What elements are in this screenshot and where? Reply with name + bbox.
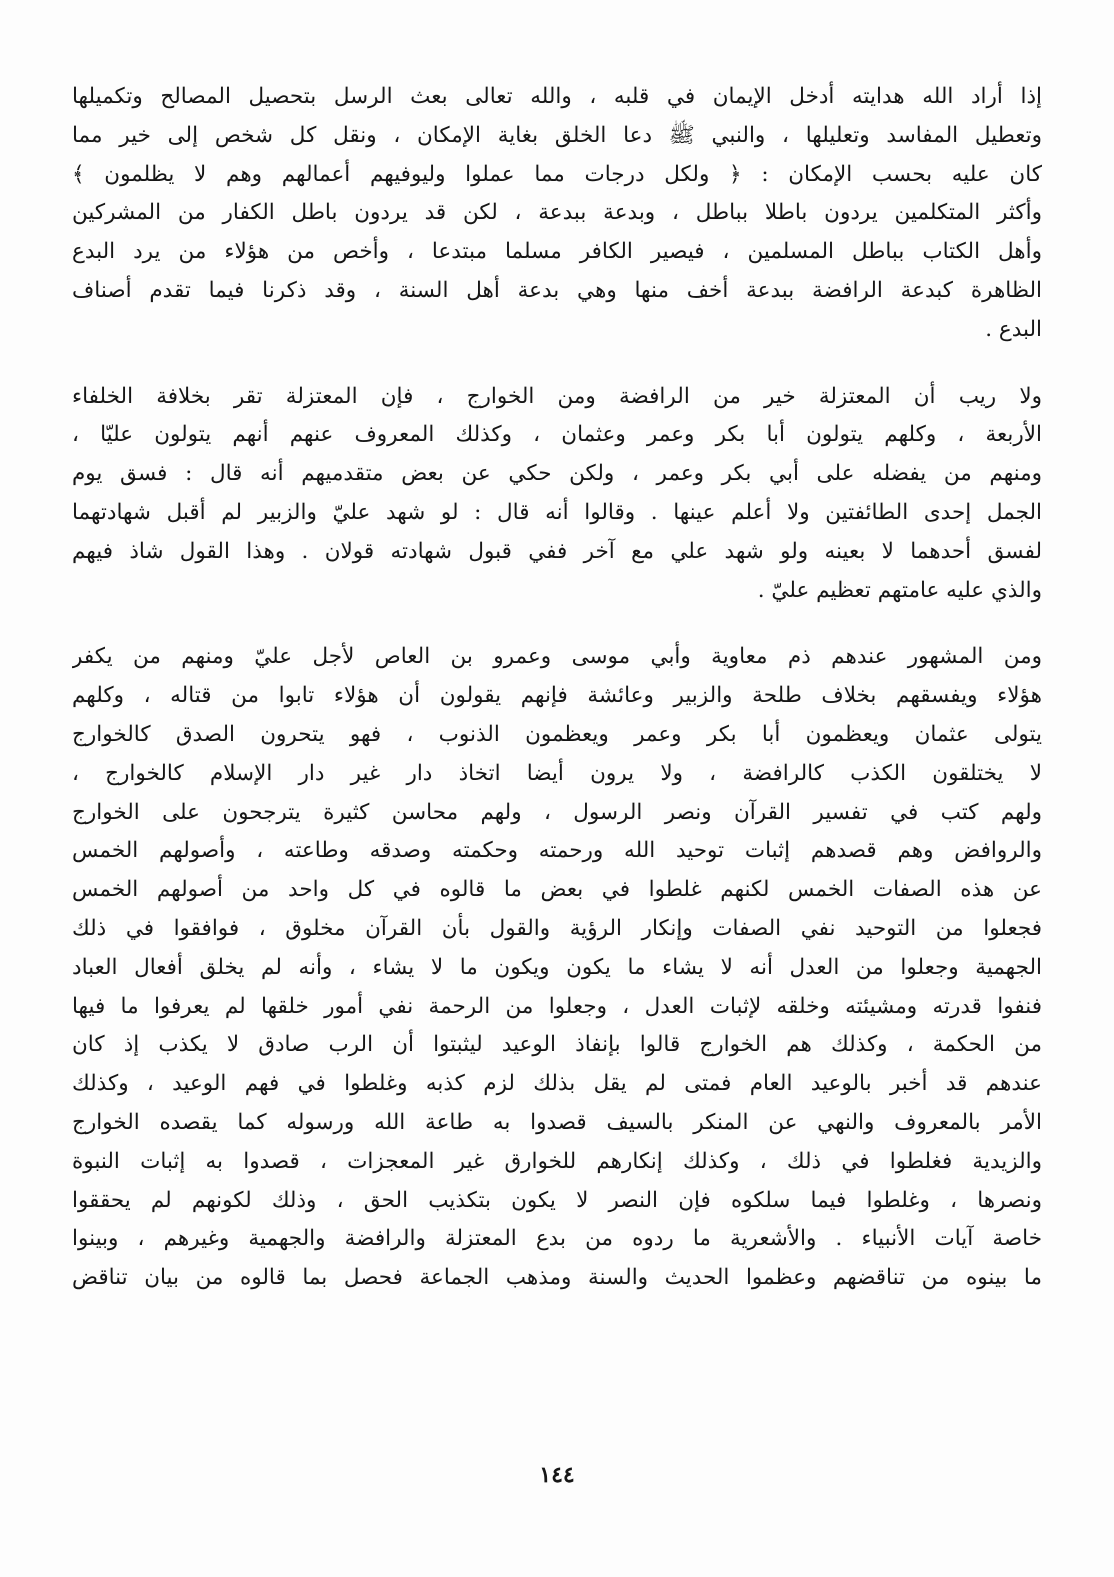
paragraph-spacer — [72, 350, 1042, 378]
text-line: ما بينوه من تناقضهم وعظموا الحديث والسنة ومذهب الجماعة فحصل بما قالوه من بيان تناقض — [72, 1265, 1042, 1291]
text-line: البدع . — [985, 316, 1042, 342]
text-line: يتولى عثمان ويعظمون أبا بكر وعمر ويعظمون الذنوب ، فهو يتحرون الصدق كالخوارج — [72, 721, 1042, 747]
text-line: لا يختلقون الكذب كالرافضة ، ولا يرون أيضا اتخاذ دار غير دار الإسلام كالخوارج ، — [72, 760, 1042, 786]
paragraph-2 — [72, 378, 1042, 611]
text-line: والروافض وهم قصدهم إثبات توحيد الله ورحمته وحكمته وصدقه وطاعته ، وأصولهم الخمس — [72, 838, 1042, 864]
text-line: الجمل إحدى الطائفتين ولا أعلم عينها . وقالوا أنه قال : لو شهد عليّ والزبير لم أقبل شهادتهما — [72, 499, 1042, 525]
text-line: الجهمية وجعلوا من العدل أنه لا يشاء ما يكون ويكون ما لا يشاء ، وأنه لم يخلق أفعال العباد — [72, 954, 1042, 980]
text-line: كان عليه بحسب الإمكان : ﴿ ولكل درجات مما عملوا وليوفيهم أعمالهم وهم لا يظلمون ﴾ — [72, 161, 1042, 187]
text-line: ومنهم من يفضله على أبي بكر وعمر ، ولكن حكي عن بعض متقدميهم أنه قال : فسق يوم — [72, 461, 1042, 487]
text-line: والذي عليه عامتهم تعظيم عليّ . — [757, 577, 1042, 603]
page-text — [72, 78, 1042, 1298]
text-line: الظاهرة كبدعة الرافضة ببدعة أخف منها وهي بدعة أهل السنة ، وقد ذكرنا فيما تقدم أصناف — [72, 277, 1042, 303]
text-line: ولهم كتب في تفسير القرآن ونصر الرسول ، ولهم محاسن كثيرة يترجحون على الخوارج — [72, 799, 1042, 825]
text-line: وتعطيل المفاسد وتعليلها ، والنبي ﷺ دعا الخلق بغاية الإمكان ، ونقل كل شخص إلى خير مما — [72, 122, 1042, 148]
text-line: ومن المشهور عندهم ذم معاوية وأبي موسى وعمرو بن العاص لأجل عليّ ومنهم من يكفر — [72, 644, 1042, 670]
text-line: فنفوا قدرته ومشيئته وخلقه لإثبات العدل ، وجعلوا من الرحمة نفي أمور خلقها لم يعرفوا ما فيها — [72, 993, 1042, 1019]
text-line: وأكثر المتكلمين يردون باطلا بباطل ، وبدعة ببدعة ، لكن قد يردون باطل الكفار من المشركين — [72, 200, 1042, 226]
text-line: عن هذه الصفات الخمس لكنهم غلطوا في بعض ما قالوه في كل واحد من أصولهم الخمس — [72, 877, 1042, 903]
paragraph-3 — [72, 638, 1042, 1298]
text-line: ولا ريب أن المعتزلة خير من الرافضة ومن الخوارج ، فإن المعتزلة تقر بخلافة الخلفاء — [72, 383, 1042, 409]
text-line: عندهم قد أخبر بالوعيد العام فمتى لم يقل بذلك لزم كذبه وغلطوا في فهم الوعيد ، وكذلك — [72, 1071, 1042, 1097]
text-line: الأربعة ، وكلهم يتولون أبا بكر وعمر وعثمان ، وكذلك المعروف عنهم أنهم يتولون عليّا ، — [72, 422, 1042, 448]
text-line: والزيدية فغلطوا في ذلك ، وكذلك إنكارهم للخوارق غير المعجزات ، قصدوا به إثبات النبوة — [72, 1148, 1042, 1174]
paragraph-spacer — [72, 610, 1042, 638]
page-number: ١٤٤ — [539, 1462, 575, 1488]
text-line: ونصرها ، وغلطوا فيما سلكوه فإن النصر لا يكون بتكذيب الحق ، وذلك لكونهم لم يحققوا — [72, 1187, 1042, 1213]
text-line: إذا أراد الله هدايته أدخل الإيمان في قلبه ، والله تعالى بعث الرسل بتحصيل المصالح وتكميلها — [72, 84, 1042, 109]
paragraph-1 — [72, 78, 1042, 350]
text-line: الأمر بالمعروف والنهي عن المنكر بالسيف قصدوا به طاعة الله ورسوله كما يقصده الخوارج — [72, 1109, 1042, 1135]
text-line: هؤلاء ويفسقهم بخلاف طلحة والزبير وعائشة فإنهم يقولون أن هؤلاء تابوا من قتاله ، وكلهم — [72, 683, 1042, 709]
text-line: فجعلوا من التوحيد نفي الصفات وإنكار الرؤية والقول بأن القرآن مخلوق ، فوافقوا في ذلك — [72, 915, 1042, 941]
text-line: من الحكمة ، وكذلك هم الخوارج قالوا بإنفاذ الوعيد ليثبتوا أن الرب صادق لا يكذب إذ كان — [72, 1032, 1042, 1058]
text-line: خاصة آيات الأنبياء . والأشعرية ما ردوه من بدع المعتزلة والرافضة والجهمية وغيرهم ، وبينوا — [72, 1226, 1042, 1252]
text-line: وأهل الكتاب بباطل المسلمين ، فيصير الكافر مسلما مبتدعا ، وأخص من هؤلاء من يرد البدع — [72, 239, 1042, 265]
text-line: لفسق أحدهما لا بعينه ولو شهد علي مع آخر ففي قبول شهادته قولان . وهذا القول شاذ فيهم — [72, 538, 1042, 564]
